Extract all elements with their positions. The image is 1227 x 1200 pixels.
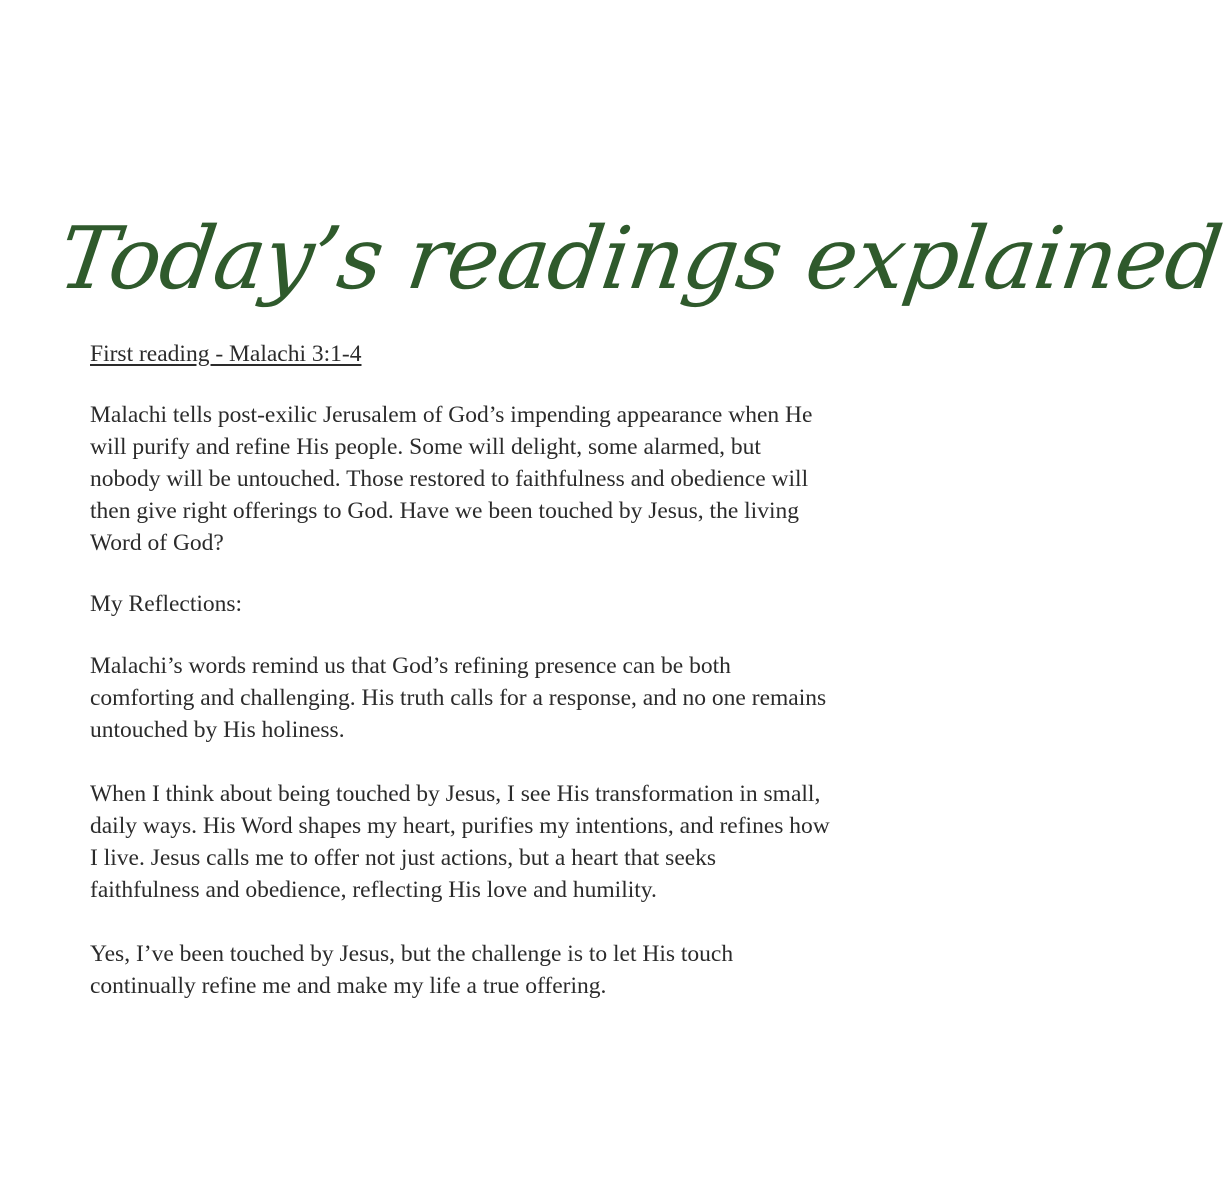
- reflection-paragraph: When I think about being touched by Jesus, I see His transformation in small, daily ways. His Word shapes my heart, purifies my intentions, and refines how I live. Jesus calls me to offer not just actions, but a heart that seeks faithfulness and obedience, reflecting His love and humility.: [90, 781, 830, 903]
- reflections-label: My Reflections:: [90, 591, 243, 617]
- reflection-paragraph: Yes, I’ve been touched by Jesus, but the challenge is to let His touch continually refine me and make my life a true offering.: [90, 941, 734, 999]
- first-reading-heading: First reading - Malachi 3:1-4: [90, 341, 362, 367]
- reading-heading-wrap: [90, 338, 830, 370]
- reading-summary: Malachi tells post-exilic Jerusalem of God’s impending appearance when He will purify and refine His people. Some will delight, some alarmed, but nobody will be untouched. Those restored to faithfulness and obedience will then give right offerings to God. Have we been touched by Jesus, the living Word of God?: [90, 402, 813, 556]
- page-title: Today’s readings explained: [53, 208, 1227, 309]
- reflection-paragraph: Malachi’s words remind us that God’s refining presence can be both comforting and challenging. His truth calls for a response, and no one remains untouched by His holiness.: [90, 653, 827, 743]
- reading-content: [90, 338, 830, 1002]
